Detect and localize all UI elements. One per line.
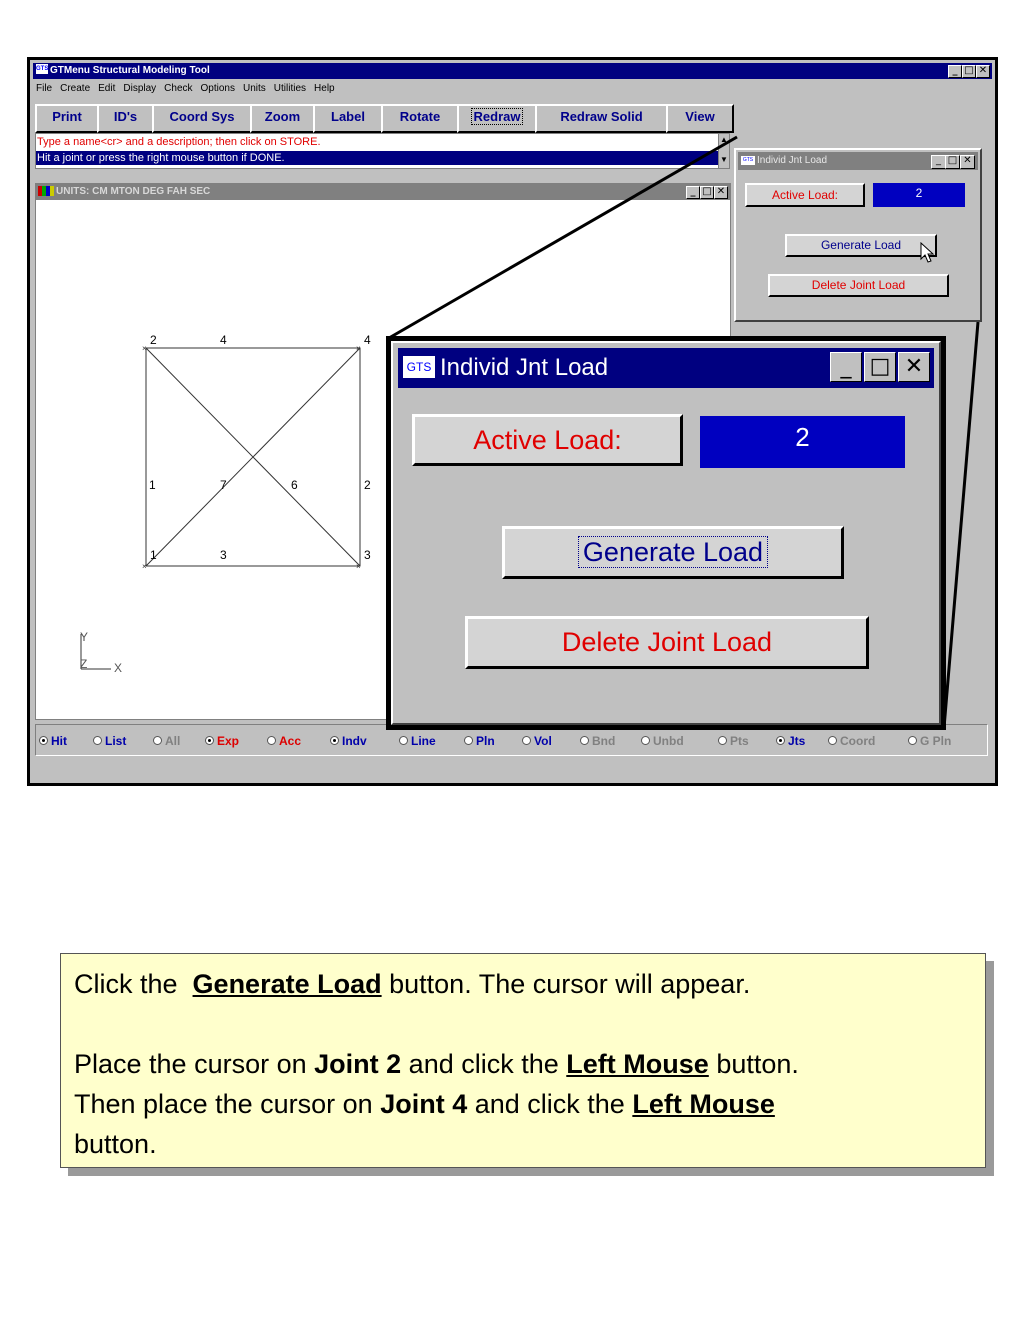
- member-label: 2: [364, 478, 371, 492]
- toolbar-label: Coord Sys: [169, 109, 235, 124]
- minimize-icon[interactable]: _: [686, 186, 700, 199]
- generate-load-label: Generate Load: [578, 536, 768, 568]
- left-mouse-reference: Left Mouse: [632, 1089, 775, 1119]
- close-icon[interactable]: ✕: [714, 186, 728, 199]
- y-axis-label: Y: [80, 630, 89, 644]
- radio-label: Exp: [217, 734, 240, 748]
- app-logo-icon: GTS: [742, 156, 754, 163]
- note-text: Click the: [74, 969, 178, 999]
- maximize-icon[interactable]: □: [962, 65, 976, 78]
- generate-load-reference: Generate Load: [192, 969, 382, 999]
- radio-label: Jts: [788, 734, 806, 748]
- app-logo-icon: GTS: [36, 66, 49, 73]
- scroll-up-icon[interactable]: ▲: [720, 135, 728, 144]
- radio-label: Vol: [534, 734, 552, 748]
- toolbar-label: View: [685, 109, 715, 124]
- instruction-paragraph-4: button.: [74, 1129, 157, 1159]
- delete-joint-load-button[interactable]: Delete Joint Load: [768, 274, 949, 297]
- toolbar-label: Rotate: [399, 109, 441, 124]
- zoomed-dialog-title: Individ Jnt Load: [440, 354, 609, 381]
- joint-label: 2: [150, 333, 157, 347]
- radio-label: Unbd: [653, 734, 684, 748]
- joint-mark: ×: [356, 562, 361, 571]
- small-load-dialog: [734, 148, 982, 322]
- small-dialog-title-bar[interactable]: [738, 152, 978, 170]
- toolbar-label: Print: [52, 109, 82, 124]
- member-label: 4: [220, 333, 227, 347]
- delete-joint-load-button[interactable]: Delete Joint Load: [465, 616, 869, 669]
- note-text: Place the cursor on: [74, 1049, 307, 1079]
- active-load-value[interactable]: 2: [700, 416, 905, 468]
- active-load-value[interactable]: 2: [873, 183, 965, 207]
- radio-label: Bnd: [592, 734, 616, 748]
- menu-item-units[interactable]: Units: [243, 83, 266, 94]
- zoomed-load-dialog: [391, 341, 941, 725]
- generate-load-button[interactable]: [502, 526, 844, 579]
- member-label: 3: [220, 548, 227, 562]
- radio-label: Line: [411, 734, 436, 748]
- maximize-icon[interactable]: □: [945, 155, 960, 169]
- radio-label: Coord: [840, 734, 876, 748]
- paragraph-gap: [74, 1004, 972, 1044]
- left-mouse-reference: Left Mouse: [566, 1049, 709, 1079]
- z-axis-label: Z: [80, 657, 88, 671]
- message-line-selected: Hit a joint or press the right mouse button if DONE.: [36, 151, 720, 165]
- scroll-down-icon[interactable]: ▼: [720, 155, 728, 164]
- member-label: 6: [291, 478, 298, 492]
- note-text: and click the: [474, 1089, 625, 1119]
- message-line-prompt: Type a name<cr> and a description; then click on STORE.: [37, 136, 321, 148]
- instruction-paragraph-2: [74, 1044, 972, 1084]
- units-text: UNITS: CM MTON DEG FAH SEC: [56, 186, 211, 197]
- menu-item-create[interactable]: Create: [60, 83, 91, 94]
- instruction-paragraph-3: [74, 1084, 972, 1124]
- menu-item-help[interactable]: Help: [314, 83, 335, 94]
- zoomed-dialog-frame: [386, 336, 946, 730]
- radio-label: Pts: [730, 734, 749, 748]
- x-axis-label: X: [114, 661, 123, 675]
- note-text: and click the: [408, 1049, 559, 1079]
- main-window-title: GTMenu Structural Modeling Tool: [50, 65, 210, 76]
- minimize-icon[interactable]: _: [931, 155, 946, 169]
- menu-item-options[interactable]: Options: [200, 83, 235, 94]
- radio-label: Pln: [476, 734, 495, 748]
- close-icon[interactable]: ✕: [898, 352, 930, 382]
- joint-2-reference: Joint 2: [314, 1049, 402, 1079]
- joint-mark: ×: [142, 562, 147, 571]
- mouse-pointer-icon: [920, 242, 936, 264]
- menu-item-file[interactable]: File: [36, 83, 53, 94]
- maximize-icon[interactable]: □: [864, 352, 896, 382]
- minimize-icon[interactable]: _: [830, 352, 862, 382]
- toolbar-label: Redraw: [471, 108, 524, 125]
- generate-load-button[interactable]: Generate Load: [785, 234, 937, 257]
- app-logo-icon: GTS: [403, 356, 435, 378]
- menu-item-display[interactable]: Display: [123, 83, 157, 94]
- menu-item-utilities[interactable]: Utilities: [273, 83, 307, 94]
- joint-4-reference: Joint 4: [380, 1089, 468, 1119]
- minimize-icon[interactable]: _: [948, 65, 962, 78]
- joint-label: 4: [364, 333, 371, 347]
- menu-item-edit[interactable]: Edit: [98, 83, 116, 94]
- note-text: button. The cursor will appear.: [389, 969, 751, 999]
- menu-item-check[interactable]: Check: [164, 83, 193, 94]
- toolbar-label: ID's: [113, 109, 138, 124]
- zoomed-dialog-title-bar[interactable]: [398, 348, 934, 388]
- active-load-label: Active Load:: [745, 183, 865, 207]
- joint-label: 1: [150, 548, 157, 562]
- instruction-paragraph-1: [74, 964, 972, 1004]
- toolbar-label: Zoom: [264, 109, 301, 124]
- instruction-note: [60, 953, 986, 1168]
- radio-label: Indv: [342, 734, 367, 748]
- note-text: Then place the cursor on: [74, 1089, 373, 1119]
- member-label: 1: [149, 478, 156, 492]
- close-icon[interactable]: ✕: [960, 155, 975, 169]
- joint-mark: ×: [356, 344, 361, 353]
- radio-label: Hit: [51, 734, 67, 748]
- joint-label: 3: [364, 548, 371, 562]
- radio-label: List: [105, 734, 127, 748]
- radio-label: G Pln: [920, 734, 952, 748]
- close-icon[interactable]: ✕: [976, 65, 990, 78]
- active-load-label: Active Load:: [412, 414, 683, 466]
- note-text: button.: [716, 1049, 799, 1079]
- joint-mark: ×: [142, 344, 147, 353]
- small-dialog-title: Individ Jnt Load: [757, 155, 828, 166]
- toolbar-label: Redraw Solid: [560, 109, 643, 124]
- radio-label: Acc: [279, 734, 302, 748]
- radio-label: All: [165, 734, 181, 748]
- toolbar-label: Label: [331, 109, 365, 124]
- member-label: 7: [220, 478, 227, 492]
- maximize-icon[interactable]: □: [700, 186, 714, 199]
